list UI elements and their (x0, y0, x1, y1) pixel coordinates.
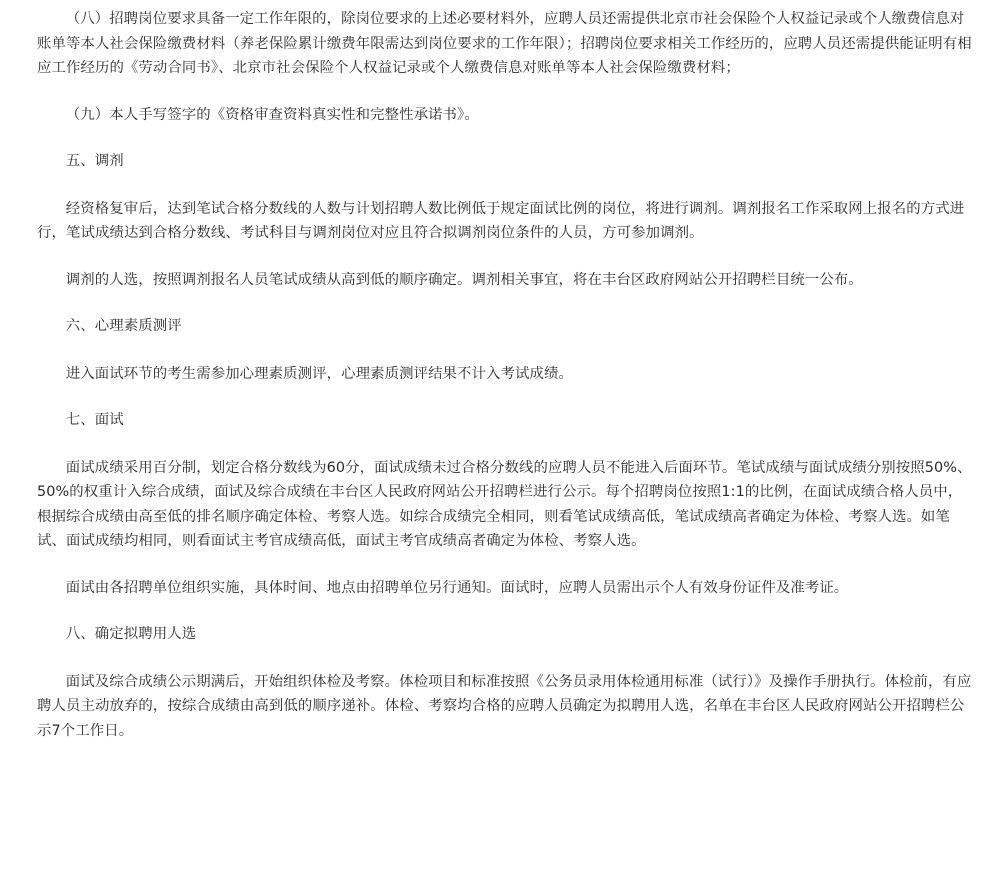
section-heading-hiring-selection: 八、确定拟聘用人选 (65, 626, 197, 642)
paragraph-hiring-selection: 面试及综合成绩公示期满后，开始组织体检及考察。体检项目和标准按照《公务员录用体检通用标准（试行）》及操作手册执行。体检前，有应聘人员主动放弃的，按综合成绩由高到低的顺序递补。体检、考察均合格的应聘人员确定为拟聘用人选，名单在丰台区人民政府网站公开招聘栏公示7个工作日。 (37, 673, 972, 739)
paragraph-adjustment-selection: 调剂的人选，按照调剂报名人员笔试成绩从高到低的顺序确定。调剂相关事宜，将在丰台区政府网站公开招聘栏目统一公布。 (65, 271, 863, 288)
section-heading-psych-assessment: 六、心理素质测评 (65, 318, 182, 334)
section-heading-adjustment: 五、调剂 (65, 153, 124, 169)
paragraph-psych-assessment: 进入面试环节的考生需参加心理素质测评，心理素质测评结果不计入考试成绩。 (65, 365, 573, 382)
paragraph-interview-scoring: 面试成绩采用百分制，划定合格分数线为60分，面试成绩未过合格分数线的应聘人员不能进入后面环节。笔试成绩与面试成绩分别按照50%、50%的权重计入综合成绩，面试及综合成绩在丰台区人民政府网站公开招聘栏进行公示。每个招聘岗位按照1:1的比例，在面试成绩合格人员中，根据综合成绩由高至低的排名顺序确定体检、考察人选。如综合成绩完全相同，则看笔试成绩高低，笔试成绩高者确定为体检、考察人选。如笔试、面试成绩均相同，则看面试主考官成绩高低，面试主考官成绩高者确定为体检、考察人选。 (37, 459, 972, 549)
paragraph-interview-organization: 面试由各招聘单位组织实施，具体时间、地点由招聘单位另行通知。面试时，应聘人员需出示个人有效身份证件及准考证。 (65, 579, 849, 596)
paragraph-item-8-work-experience: （八）招聘岗位要求具备一定工作年限的，除岗位要求的上述必要材料外，应聘人员还需提供北京市社会保险个人权益记录或个人缴费信息对账单等本人社会保险缴费材料（养老保险累计缴费年限需达到岗位要求的工作年限）；招聘岗位要求相关工作经历的，应聘人员还需提供能证明有相应工作经历的《劳动合同书》、北京市社会保险个人权益记录或个人缴费信息对账单等本人社会保险缴费材料； (37, 11, 972, 76)
paragraph-adjustment-rules: 经资格复审后，达到笔试合格分数线的人数与计划招聘人数比例低于规定面试比例的岗位，将进行调剂。调剂报名工作采取网上报名的方式进行，笔试成绩达到合格分数线、考试科目与调剂岗位对应且符合拟调剂岗位条件的人员，方可参加调剂。 (37, 200, 965, 241)
section-heading-interview: 七、面试 (65, 412, 124, 428)
paragraph-item-9-commitment: （九）本人手写签字的《资格审查资料真实性和完整性承诺书》。 (65, 106, 479, 123)
